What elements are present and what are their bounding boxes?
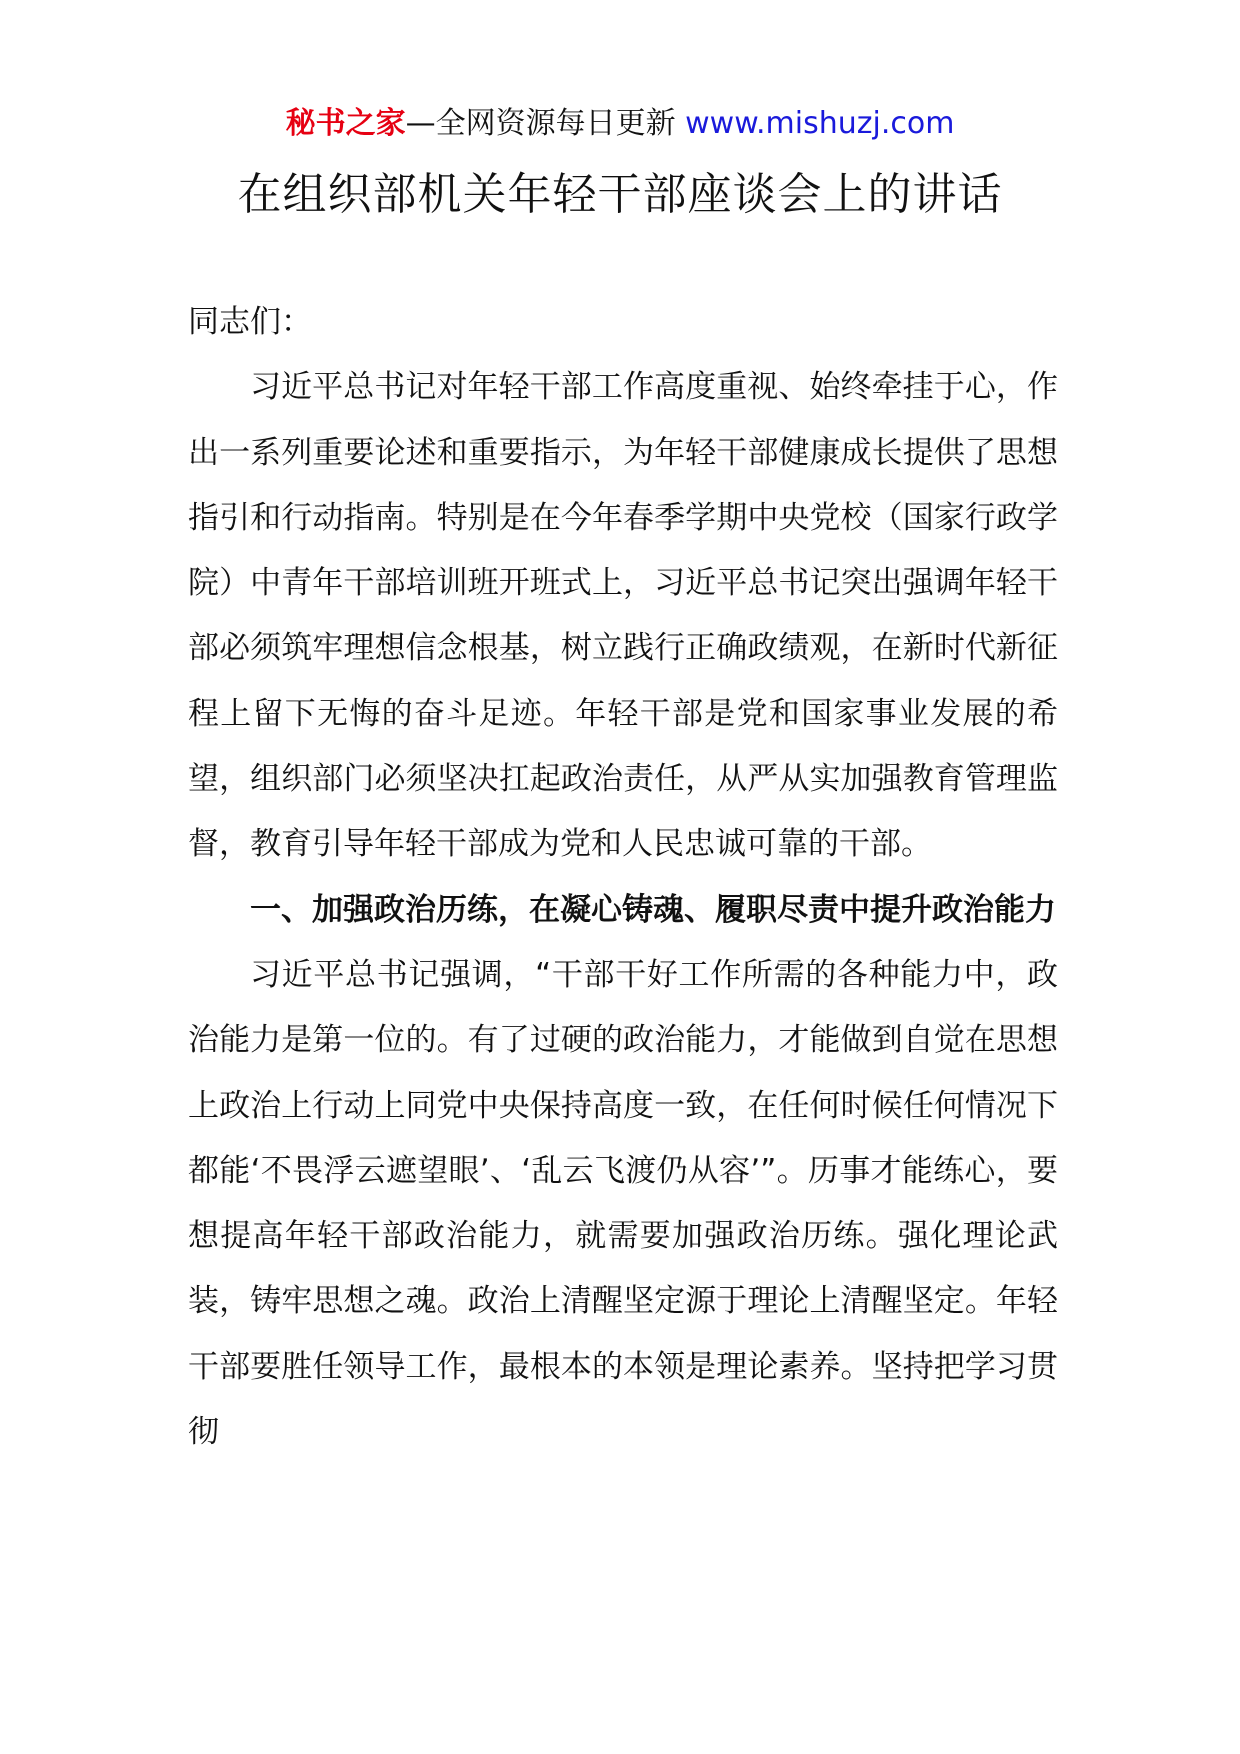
site-tagline: —全网资源每日更新 xyxy=(405,106,676,141)
site-url-link[interactable]: www.mishuzj.com xyxy=(685,106,955,141)
document-title: 在组织部机关年轻干部座谈会上的讲话 xyxy=(237,169,1003,220)
body-paragraph: 习近平总书记对年轻干部工作高度重视、始终牵挂于心，作出一系列重要论述和重要指示，为年轻干部健康成长提供了思想指引和行动指南。特别是在今年春季学期中央党校（国家行政学院）中青年干部培训班开班式上，习近平总书记突出强调年轻干部必须筑牢理想信念根基，树立践行正确政绩观，在新时代新征程上留下无悔的奋斗足迹。年轻干部是党和国家事业发展的希望，组织部门必须坚决扛起政治责任，从严从实加强教育管理监督，教育引导年轻干部成为党和人民忠诚可靠的干部。 xyxy=(188,369,1058,863)
site-brand: 秘书之家 xyxy=(285,106,406,141)
document-body xyxy=(188,290,1058,1465)
salutation: 同志们： xyxy=(188,304,312,340)
section-heading: 一、加强政治历练，在凝心铸魂、履职尽责中提升政治能力 xyxy=(250,891,1056,928)
body-paragraph: 习近平总书记强调，“干部干好工作所需的各种能力中，政治能力是第一位的。有了过硬的政治能力，才能做到自觉在思想上政治上行动上同党中央保持高度一致，在任何时候任何情况下都能‘不畏浮云遮望眼’、‘乱云飞渡仍从容’”。历事才能练心，要想提高年轻干部政治能力，就需要加强政治历练。强化理论武装，铸牢思想之魂。政治上清醒坚定源于理论上清醒坚定。年轻干部要胜任领导工作，最根本的本领是理论素养。坚持把学习贯彻 xyxy=(188,956,1058,1451)
site-banner xyxy=(0,100,1240,148)
